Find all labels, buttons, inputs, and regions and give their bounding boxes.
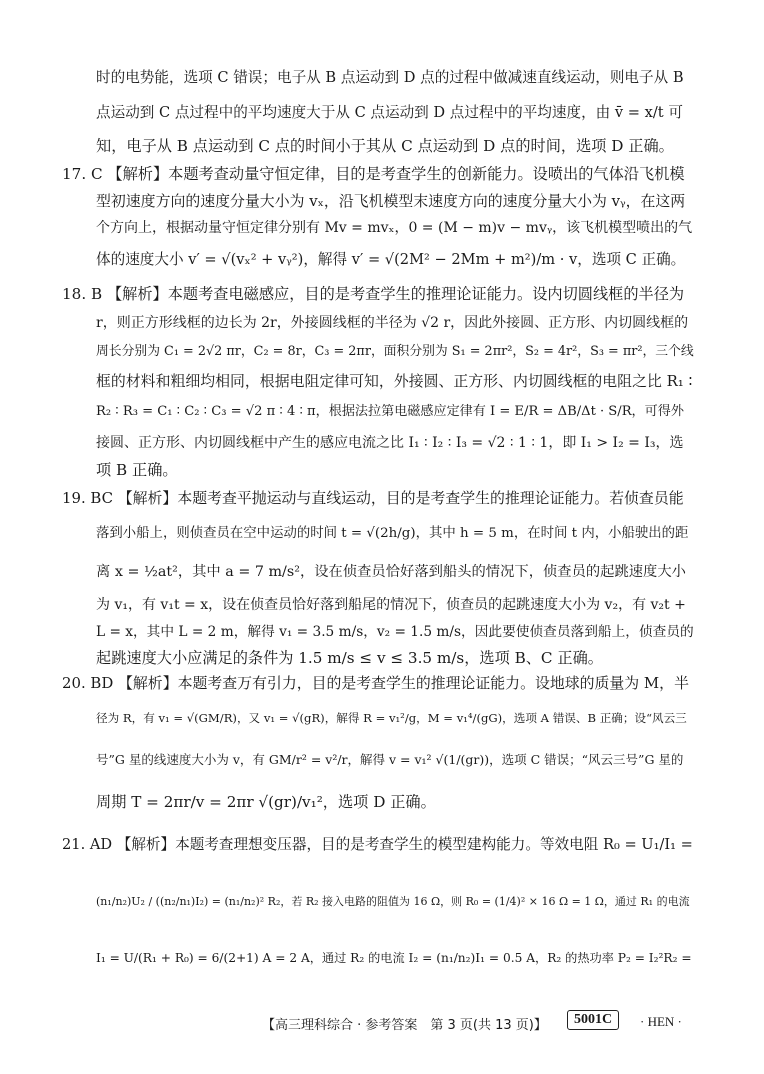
- text-line: 18. B 【解析】本题考查电磁感应，目的是考查学生的推理论证能力。设内切圆线框的半径为: [62, 285, 685, 303]
- paper-code-badge: 5001C: [567, 1010, 619, 1030]
- text-line: 框的材料和粗细均相同，根据电阻定律可知，外接圆、正方形、内切圆线框的电阻之比 R₁ ∶: [96, 372, 693, 390]
- text-line: 项 B 正确。: [96, 461, 178, 479]
- text-line: (n₁/n₂)U₂ / ((n₂/n₁)I₂) = (n₁/n₂)² R₂，若 R₂ 接入电路的阻值为 16 Ω，则 R₀ = (1/4)² × 16 Ω = 1 Ω，通过 R₁ 的电流: [96, 895, 690, 908]
- region-code: · HEN ·: [640, 1014, 682, 1029]
- text-line: 型初速度方向的速度分量大小为 vₓ，沿飞机模型末速度方向的速度分量大小为 vᵧ，在这两: [96, 192, 686, 210]
- text-line: 点运动到 C 点过程中的平均速度大于从 C 点运动到 D 点过程中的平均速度，由 v̄ = x/t 可: [96, 104, 683, 121]
- text-line: 周期 T = 2πr/v = 2πr √(gr)/v₁²，选项 D 正确。: [96, 793, 436, 811]
- text-line: 时的电势能，选项 C 错误；电子从 B 点运动到 D 点的过程中做减速直线运动，则电子从 B: [96, 69, 684, 86]
- text-line: 20. BD 【解析】本题考查万有引力，目的是考查学生的推理论证能力。设地球的质量为 M，半: [62, 674, 689, 692]
- text-line: 21. AD 【解析】本题考查理想变压器，目的是考查学生的模型建构能力。等效电阻 R₀ = U₁/I₁ =: [62, 836, 693, 853]
- text-line: 起跳速度大小应满足的条件为 1.5 m/s ≤ v ≤ 3.5 m/s，选项 B、C 正确。: [96, 649, 603, 667]
- text-line: 接圆、正方形、内切圆线框中产生的感应电流之比 I₁ ∶ I₂ ∶ I₃ = √2 ∶ 1 ∶ 1，即 I₁ > I₂ = I₃，选: [96, 435, 684, 451]
- text-line: 17. C 【解析】本题考查动量守恒定律，目的是考查学生的创新能力。设喷出的气体沿飞机模: [62, 165, 685, 183]
- text-line: 为 v₁，有 v₁t = x，设在侦查员恰好落到船尾的情况下，侦查员的起跳速度大小为 v₂，有 v₂t +: [96, 597, 686, 613]
- text-line: 落到小船上，则侦查员在空中运动的时间 t = √(2h/g)，其中 h = 5 m，在时间 t 内，小船驶出的距: [96, 526, 689, 541]
- footer-text: 【高三理科综合 · 参考答案 第 3 页(共 13 页)】: [262, 1018, 547, 1033]
- page-footer: [0, 1010, 764, 1034]
- text-line: L = x，其中 L = 2 m，解得 v₁ = 3.5 m/s，v₂ = 1.5 m/s，因此要使侦查员落到船上，侦查员的: [96, 624, 694, 640]
- text-line: 径为 R，有 v₁ = √(GM/R)，又 v₁ = √(gR)，解得 R = v₁²/g，M = v₁⁴/(gG)，选项 A 错误、B 正确；设“风云三: [96, 711, 687, 725]
- text-line: R₂ ∶ R₃ = C₁ ∶ C₂ ∶ C₃ = √2 π ∶ 4 ∶ π，根据法拉第电磁感应定律有 I = E/R = ΔB/Δt · S/R，可得外: [96, 404, 684, 419]
- text-line: 知，电子从 B 点运动到 C 点的时间小于其从 C 点运动到 D 点的时间，选项 D 正确。: [96, 137, 674, 155]
- text-line: 个方向上，根据动量守恒定律分别有 Mv = mvₓ，0 = (M − m)v − mvᵧ，该飞机模型喷出的气: [96, 220, 693, 236]
- text-line: 号”G 星的线速度大小为 v，有 GM/r² = v²/r，解得 v = v₁² √(1/(gr))，选项 C 错误；“风云三号”G 星的: [96, 752, 684, 767]
- text-line: 体的速度大小 v′ = √(vₓ² + vᵧ²)，解得 v′ = √(2M² − 2Mm + m²)/m · v，选项 C 正确。: [96, 251, 686, 268]
- text-line: 周长分别为 C₁ = 2√2 πr，C₂ = 8r，C₃ = 2πr，面积分别为 S₁ = 2πr²，S₂ = 4r²，S₃ = πr²，三个线: [96, 344, 694, 359]
- text-line: I₁ = U/(R₁ + R₀) = 6/(2+1) A = 2 A，通过 R₂ 的电流 I₂ = (n₁/n₂)I₁ = 0.5 A，R₂ 的热功率 P₂ = I₂²R₂ =: [96, 951, 692, 965]
- text-line: 离 x = ½at²，其中 a = 7 m/s²，设在侦查员恰好落到船头的情况下，侦查员的起跳速度大小: [96, 564, 686, 580]
- text-line: 19. BC 【解析】本题考查平抛运动与直线运动，目的是考查学生的推理论证能力。若侦查员能: [62, 489, 684, 507]
- text-line: r，则正方形线框的边长为 2r，外接圆线框的半径为 √2 r，因此外接圆、正方形、内切圆线框的: [96, 315, 689, 331]
